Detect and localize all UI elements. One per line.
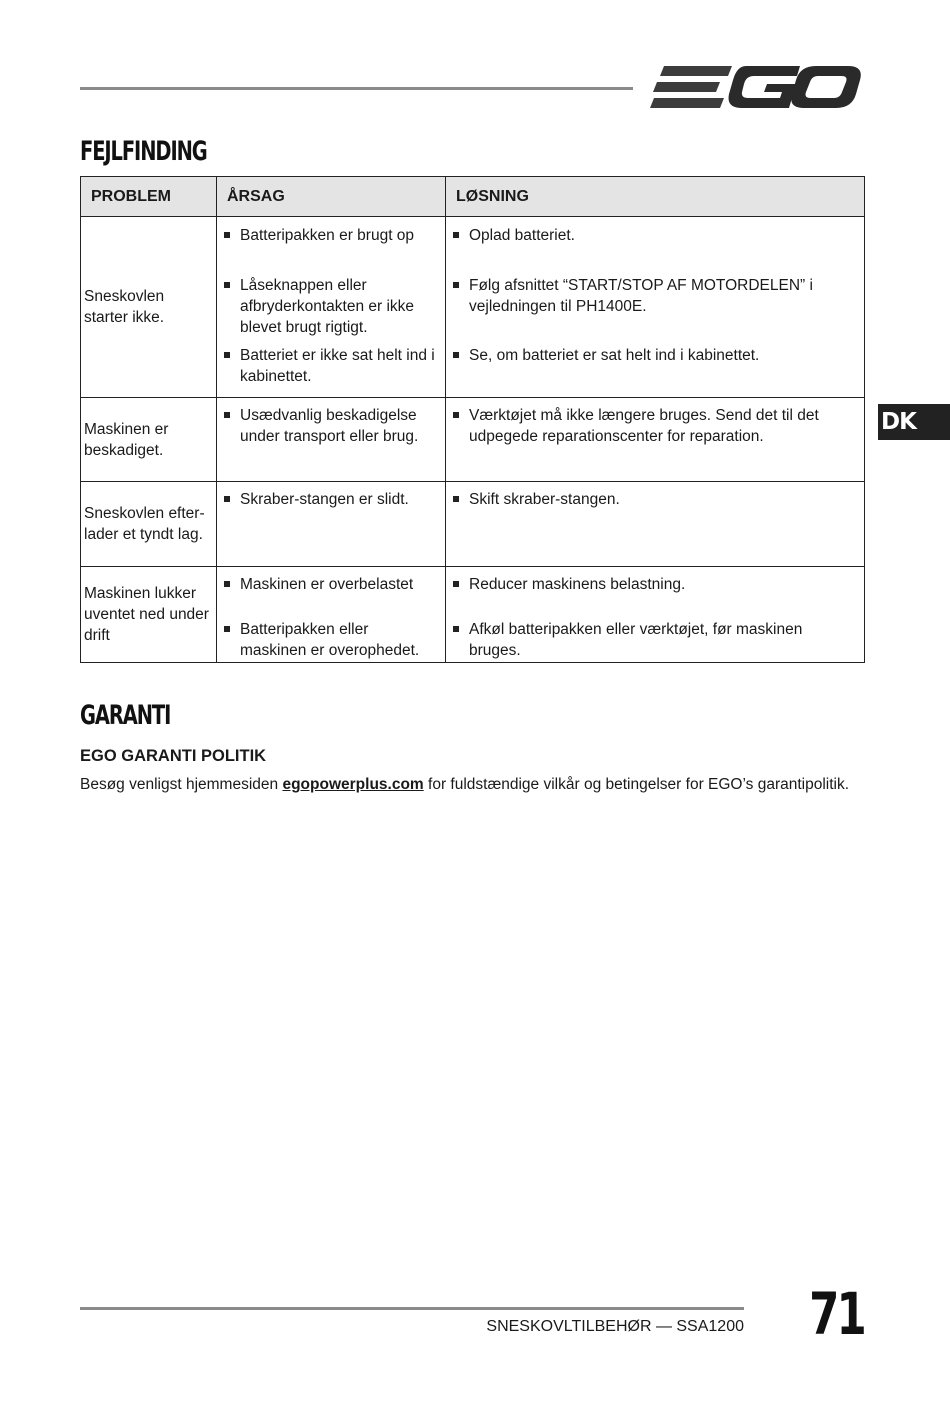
warranty-paragraph <box>80 776 849 794</box>
list-item: Maskinen er overbelastet <box>217 574 437 595</box>
list-item: Værktøjet må ikke længere bruges. Send det til det udpegede reparationscenter for reparation. <box>446 405 856 447</box>
warranty-subtitle: EGO GARANTI POLITIK <box>80 747 267 765</box>
solution-cell <box>446 217 865 398</box>
list-item: Skift skraber-stangen. <box>446 489 856 510</box>
footer-product-title: SNESKOVLTILBEHØR — SSA1200 <box>486 1318 744 1335</box>
problem-cell: Sneskovlen starter ikke. <box>81 217 217 398</box>
section-title-warranty: GARANTI <box>80 700 171 731</box>
troubleshooting-table <box>80 176 865 663</box>
table-row <box>81 567 865 663</box>
list-item: Følg afsnittet “START/STOP AF MOTORDELEN” i vejledningen til PH1400E. <box>446 275 856 317</box>
solution-cell <box>446 567 865 663</box>
list-item: Batteriet er ikke sat helt ind i kabinettet. <box>217 345 437 387</box>
cause-cell <box>217 398 446 482</box>
list-item: Se, om batteriet er sat helt ind i kabinettet. <box>446 345 856 366</box>
list-item: Batteripakken eller maskinen er overophedet. <box>217 619 437 661</box>
ego-logo <box>650 62 862 112</box>
section-title-troubleshooting: FEJLFINDING <box>80 136 207 167</box>
table-header-row <box>81 177 865 217</box>
table-row <box>81 398 865 482</box>
warranty-link[interactable]: egopowerplus.com <box>282 776 424 793</box>
cause-cell <box>217 217 446 398</box>
list-item: Skraber-stangen er slidt. <box>217 489 437 510</box>
page-number: 71 <box>809 1280 864 1348</box>
list-item: Afkøl batteripakken eller værktøjet, før maskinen bruges. <box>446 619 856 661</box>
solution-cell <box>446 482 865 567</box>
problem-cell: Maskinen lukker uventet ned under drift <box>81 567 217 663</box>
list-item: Reducer maskinens belastning. <box>446 574 856 595</box>
list-item: Batteripakken er brugt op <box>217 225 437 246</box>
solution-cell <box>446 398 865 482</box>
cause-cell <box>217 482 446 567</box>
problem-cell: Maskinen er beskadiget. <box>81 398 217 482</box>
list-item: Oplad batteriet. <box>446 225 856 246</box>
table-row <box>81 482 865 567</box>
problem-cell: Sneskovlen efter-lader et tyndt lag. <box>81 482 217 567</box>
column-header-solution: LØSNING <box>446 177 865 217</box>
column-header-cause: ÅRSAG <box>217 177 446 217</box>
footer-rule <box>80 1307 744 1310</box>
header-rule <box>80 87 633 90</box>
cause-cell <box>217 567 446 663</box>
column-header-problem: PROBLEM <box>81 177 217 217</box>
warranty-text-after: for fuldstændige vilkår og betingelser for EGO’s garantipolitik. <box>423 776 850 793</box>
language-tab: DK <box>878 404 950 440</box>
list-item: Låseknappen eller afbryderkontakten er ikke blevet brugt rigtigt. <box>217 275 437 338</box>
list-item: Usædvanlig beskadigelse under transport eller brug. <box>217 405 437 447</box>
warranty-text-before: Besøg venligst hjemmesiden <box>80 776 283 793</box>
table-row <box>81 217 865 398</box>
